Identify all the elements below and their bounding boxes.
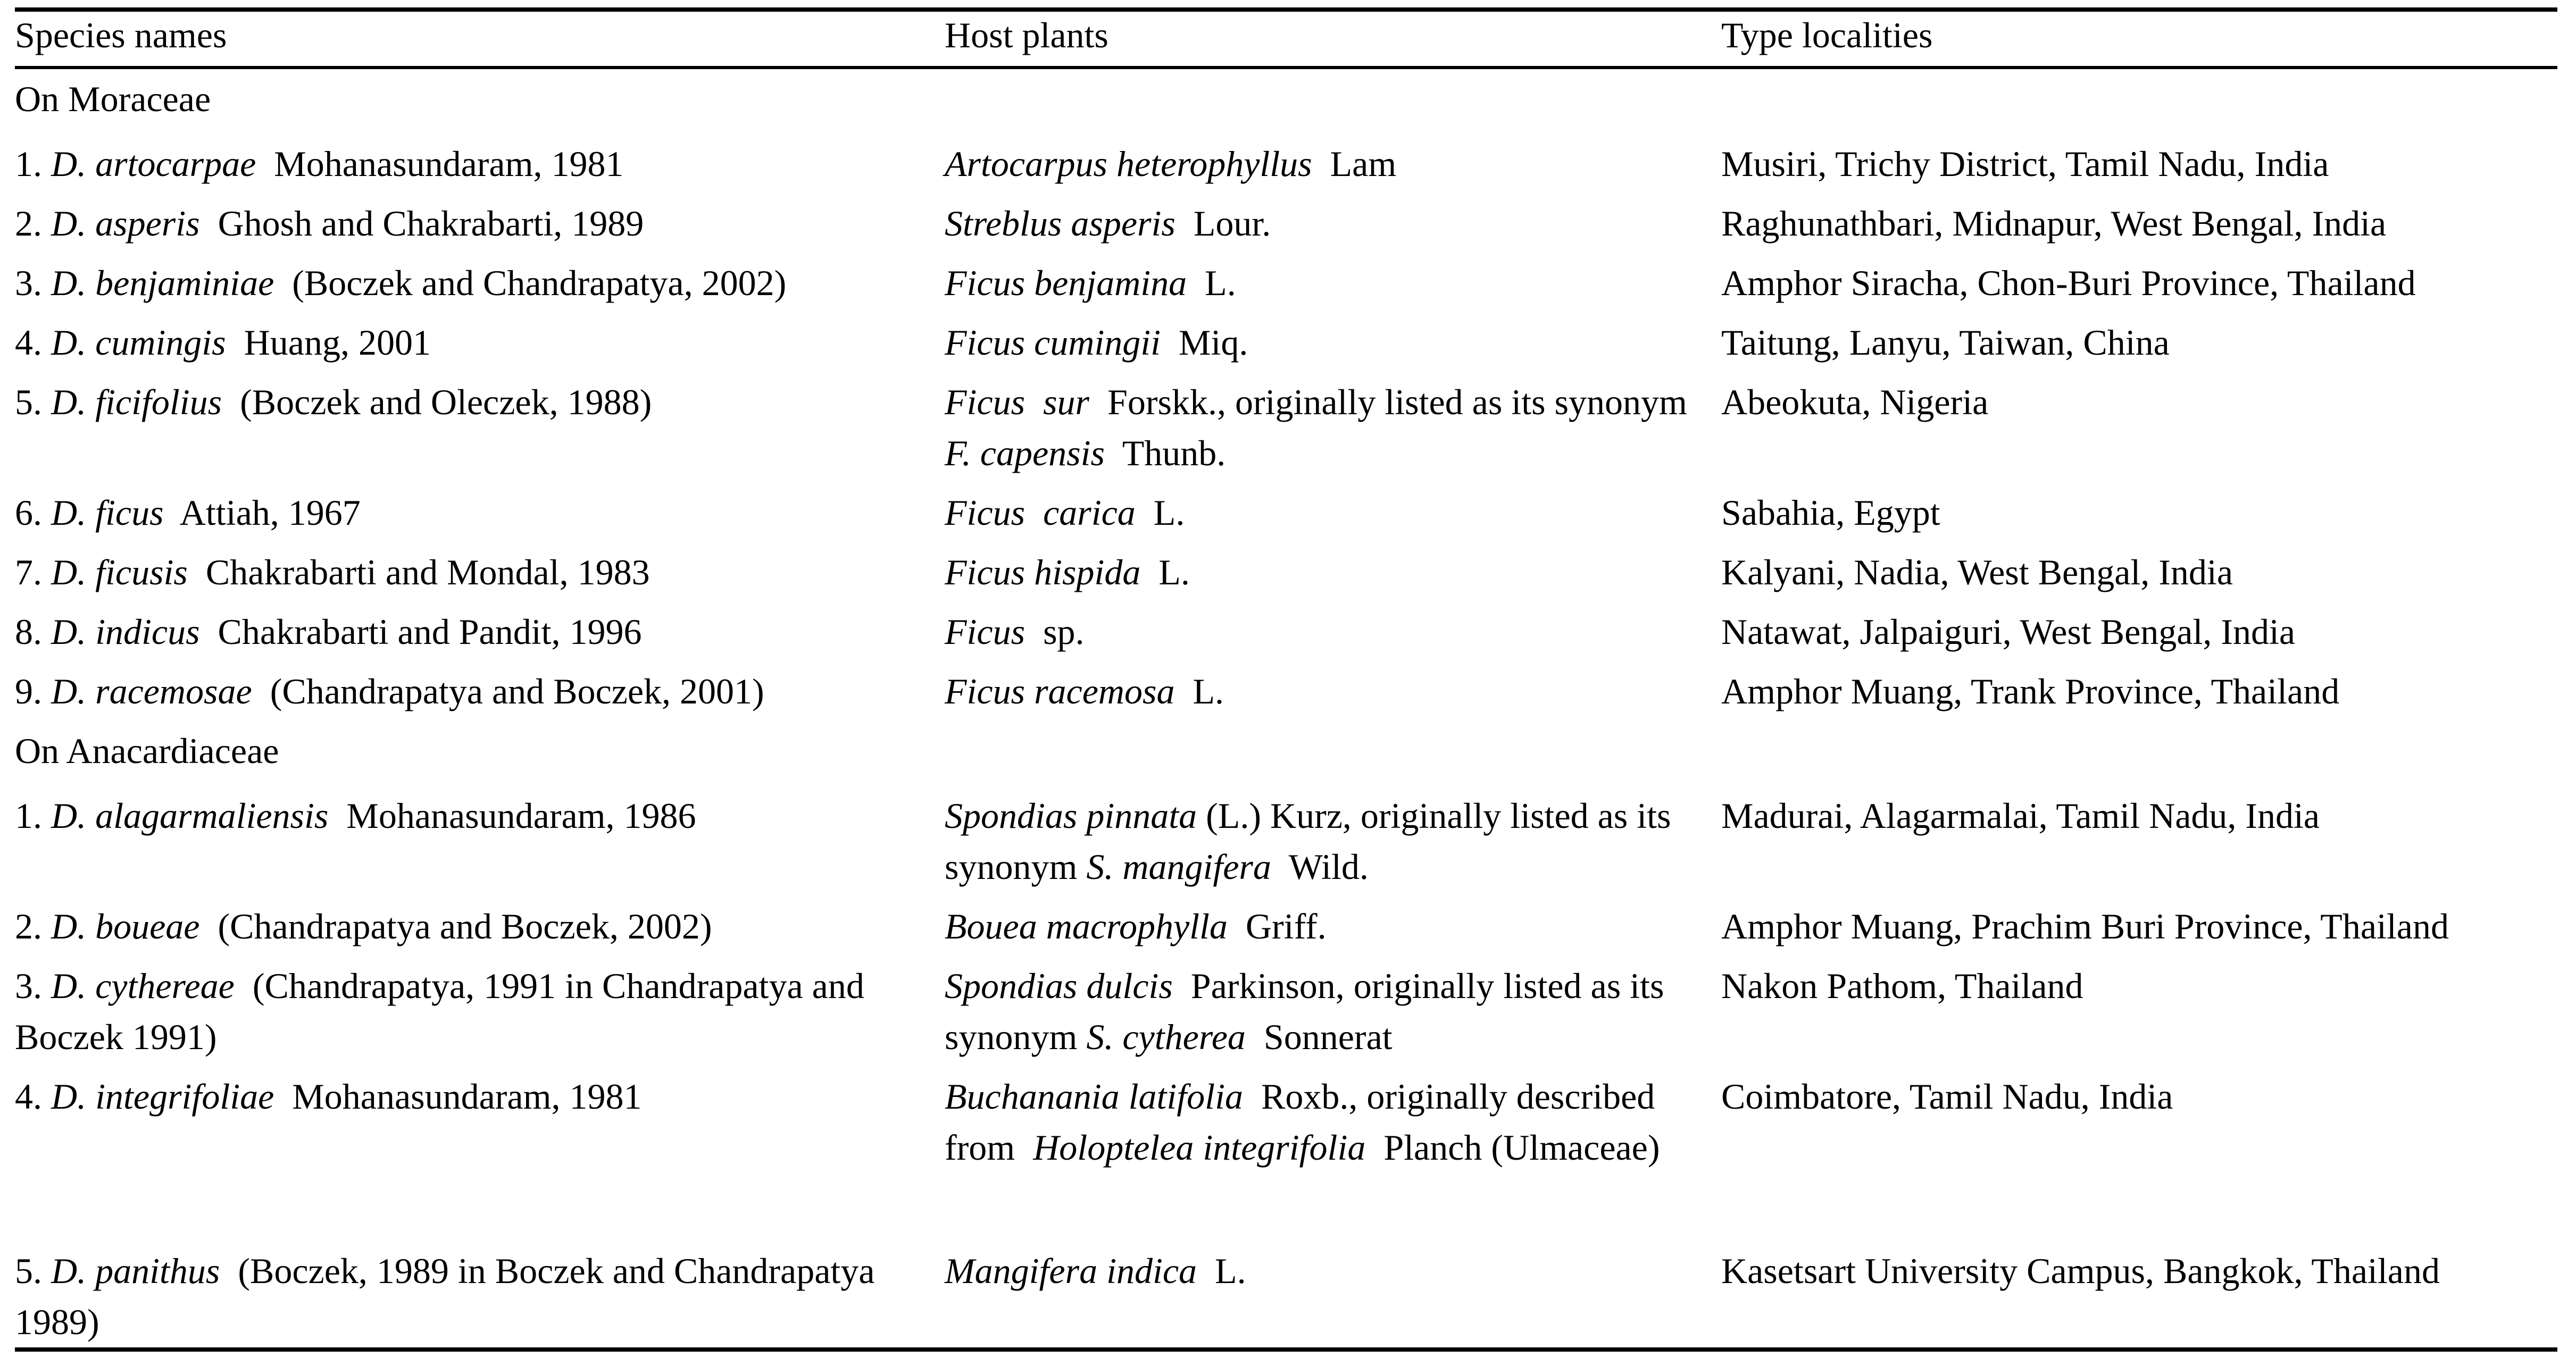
species-cell: 5. D. ficifolius (Boczek and Oleczek, 1988) [15,382,652,422]
host-cell: Artocarpus heterophyllus Lam [945,144,1397,184]
locality-cell: Nakon Pathom, Thailand [1721,966,2083,1006]
locality-cell: Madurai, Alagarmalai, Tamil Nadu, India [1721,795,2320,836]
table-row [15,192,2557,252]
host-cell: Ficus cumingii Miq. [945,322,1248,363]
locality-cell: Coimbatore, Tamil Nadu, India [1721,1076,2173,1117]
table-header-row [15,0,2557,68]
locality-cell: Amphor Muang, Trank Province, Thailand [1721,671,2340,711]
host-cell: Ficus carica L. [945,492,1185,533]
locality-cell: Kasetsart University Campus, Bangkok, Thailand [1721,1251,2440,1291]
locality-cell: Raghunathbari, Midnapur, West Bengal, India [1721,203,2387,244]
table-bottom-rule [15,1347,2557,1352]
species-cell: 7. D. ficusis Chakrabarti and Mondal, 1983 [15,552,650,592]
table-row [15,785,2557,895]
table-row [15,895,2557,955]
table-row [15,371,2557,482]
species-cell: 2. D. boueae (Chandrapatya and Boczek, 2002) [15,906,712,946]
locality-cell: Taitung, Lanyu, Taiwan, China [1721,322,2170,363]
species-cell: 5. D. panithus (Boczek, 1989 in Boczek and Chandrapatya 1989) [15,1251,875,1342]
table-row [15,252,2557,312]
species-cell: 1. D. artocarpae Mohanasundaram, 1981 [15,144,624,184]
host-cell: Ficus racemosa L. [945,671,1224,711]
locality-cell: Sabahia, Egypt [1721,492,1940,533]
species-cell: 1. D. alagarmaliensis Mohanasundaram, 1986 [15,795,696,836]
host-cell: Ficus sur Forskk., originally listed as its synonym F. capensis Thunb. [945,382,1687,473]
species-cell: 3. D. benjaminiae (Boczek and Chandrapatya, 2002) [15,263,787,303]
table-row [15,482,2557,541]
table-row [15,660,2557,720]
group-label: On Anacardiaceae [15,731,279,771]
host-cell: Bouea macrophylla Griff. [945,906,1327,946]
group-label: On Moraceae [15,79,211,119]
column-header-host: Host plants [945,15,1108,55]
table-row [15,133,2557,192]
locality-cell: Musiri, Trichy District, Tamil Nadu, India [1721,144,2329,184]
host-cell: Ficus sp. [945,611,1085,652]
locality-cell: Kalyani, Nadia, West Bengal, India [1721,552,2233,592]
species-cell: 8. D. indicus Chakrabarti and Pandit, 1996 [15,611,642,652]
locality-cell: Amphor Siracha, Chon-Buri Province, Thailand [1721,263,2416,303]
table-row [15,601,2557,660]
table-row [15,1240,2557,1347]
locality-cell: Amphor Muang, Prachim Buri Province, Thailand [1721,906,2449,946]
species-cell: 6. D. ficus Attiah, 1967 [15,492,361,533]
locality-cell: Abeokuta, Nigeria [1721,382,1989,422]
host-cell: Ficus hispida L. [945,552,1190,592]
column-header-locality: Type localities [1721,15,1933,55]
species-host-table [15,0,2557,1347]
host-cell: Buchanania latifolia Roxb., originally described from Holoptelea integrifolia Planch (Ulmaceae) [945,1076,1660,1168]
species-cell: 9. D. racemosae (Chandrapatya and Boczek, 2001) [15,671,764,711]
table-row [15,1066,2557,1240]
table-row [15,955,2557,1066]
host-cell: Ficus benjamina L. [945,263,1236,303]
species-cell: 4. D. cumingis Huang, 2001 [15,322,431,363]
group-row-anacardiaceae [15,720,2557,785]
column-header-species: Species names [15,15,227,55]
host-cell: Streblus asperis Lour. [945,203,1271,244]
species-cell: 3. D. cythereae (Chandrapatya, 1991 in Chandrapatya and Boczek 1991) [15,966,864,1057]
host-cell: Mangifera indica L. [945,1251,1246,1291]
species-cell: 2. D. asperis Ghosh and Chakrabarti, 1989 [15,203,644,244]
host-cell: Spondias dulcis Parkinson, originally listed as its synonym S. cytherea Sonnerat [945,966,1664,1057]
table-row [15,312,2557,371]
table-row [15,541,2557,601]
locality-cell: Natawat, Jalpaiguri, West Bengal, India [1721,611,2296,652]
host-cell: Spondias pinnata (L.) Kurz, originally listed as its synonym S. mangifera Wild. [945,795,1671,887]
species-cell: 4. D. integrifoliae Mohanasundaram, 1981 [15,1076,642,1117]
group-row-moraceae [15,68,2557,133]
